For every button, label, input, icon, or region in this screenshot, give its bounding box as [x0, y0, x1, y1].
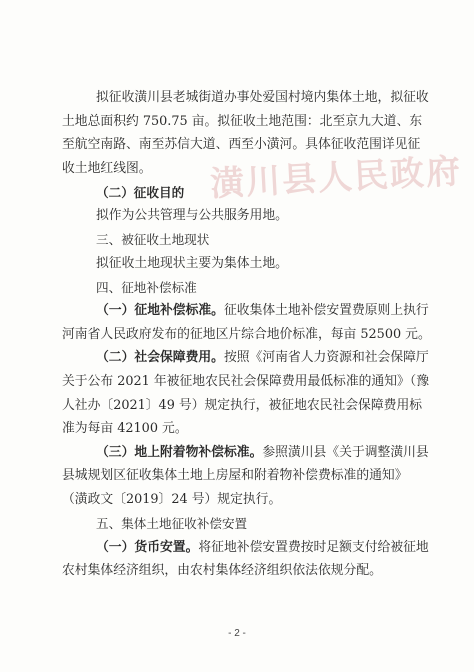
sec4-p2-line1 — [96, 350, 429, 366]
para1-line1: 拟征收潢川县老城街道办事处爱国村境内集体土地，拟征收 — [96, 90, 429, 105]
sec4-p3-line1 — [96, 445, 429, 461]
section-5-heading: 五、集体土地征收补偿安置 — [96, 516, 248, 531]
section-3-heading: 三、被征收土地现状 — [96, 232, 210, 247]
sec4-p2-line3: 人社办〔2021〕49 号）规定执行，被征地农民社会保障费用标 — [62, 398, 423, 413]
para1-line2: 土地总面积约 750.75 亩。拟征收土地范围：北至京九大道、东 — [62, 114, 423, 129]
para1-line4: 收土地红线图。 — [62, 161, 152, 176]
sec4-p1-line2: 河南省人民政府发布的征地区片综合地价标准，每亩 52500 元。 — [62, 327, 431, 342]
section-4-heading: 四、征地补偿标准 — [96, 280, 197, 295]
sec4-p1-text: 征收集体土地补偿安置费原则上执行 — [223, 303, 429, 318]
sec5-p1-text: 将征地补偿安置费按时足额支付给被征地 — [198, 540, 429, 555]
official-seal-stamp: 潢川县人民政府 — [209, 151, 464, 205]
section-2-heading: （二）征收目的 — [96, 185, 185, 200]
sec4-p3-text: 参照潢川县《关于调整潢川县 — [262, 445, 429, 460]
sec4-p1-line1 — [96, 303, 429, 319]
sec4-p2-line4: 准为每亩 42100 元。 — [62, 421, 188, 436]
para1-line3: 至航空南路、南至苏信大道、西至小潢河。具体征收范围详见征 — [62, 137, 421, 152]
sec5-p1-lead: （一）货币安置。 — [96, 540, 199, 555]
sec4-p1-lead: （一）征地补偿标准。 — [96, 303, 224, 318]
sec4-p3-line2: 县城规划区征收集体土地上房屋和附着物补偿费标准的通知》 — [62, 468, 408, 483]
section-3-body: 拟征收土地现状主要为集体土地。 — [96, 256, 288, 271]
page-number: - 2 - — [228, 628, 246, 639]
sec4-p3-lead: （三）地上附着物补偿标准。 — [96, 445, 263, 460]
sec5-p1-line2: 农村集体经济组织，由农村集体经济组织依法依规分配。 — [62, 563, 382, 578]
sec4-p3-line3: （潢政文〔2019〕24 号）规定执行。 — [62, 492, 282, 507]
sec5-p1-line1 — [96, 540, 429, 556]
sec4-p2-text: 按照《河南省人力资源和社会保障厅 — [223, 350, 429, 365]
sec4-p2-lead: （二）社会保障费用。 — [96, 350, 224, 365]
section-2-body: 拟作为公共管理与公共服务用地。 — [96, 208, 288, 223]
sec4-p2-line2: 关于公布 2021 年被征地农民社会保障费用最低标准的通知》（豫 — [62, 374, 430, 389]
